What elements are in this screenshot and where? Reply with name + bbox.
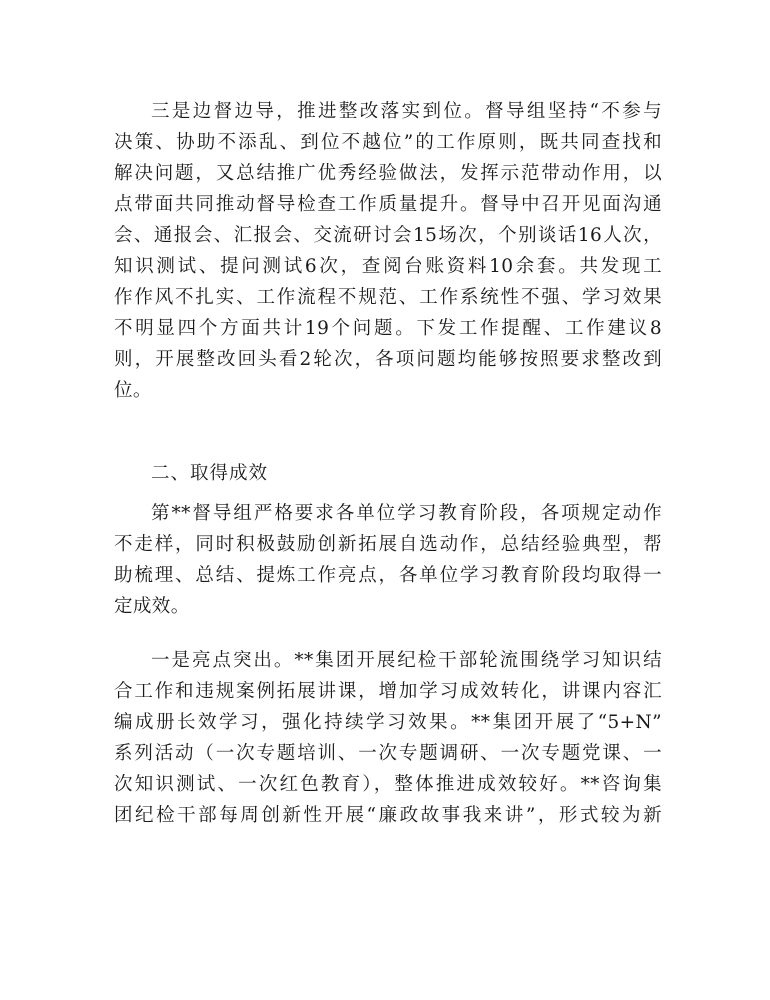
paragraph-achievements-intro bbox=[114, 498, 662, 622]
paragraph-line: 解决问题，又总结推广优秀经验做法，发挥示范带动作用，以 bbox=[114, 163, 662, 184]
paragraph-line: 不明显四个方面共计19个问题。下发工作提醒、工作建议8 bbox=[114, 318, 662, 339]
paragraph-line: 决策、协助不添乱、到位不越位”的工作原则，既共同查找和 bbox=[114, 132, 662, 153]
paragraph-line: 次知识测试、一次红色教育），整体推进成效较好。**咨询集 bbox=[114, 774, 662, 795]
paragraph-line: 则，开展整改回头看2轮次，各项问题均能够按照要求整改到 bbox=[114, 349, 662, 370]
paragraph-line: 团纪检干部每周创新性开展“廉政故事我来讲”，形式较为新 bbox=[114, 805, 662, 826]
paragraph-line: 一是亮点突出。**集团开展纪检干部轮流围绕学习知识结 bbox=[151, 650, 662, 671]
section-heading: 二、取得成效 bbox=[151, 463, 269, 484]
paragraph-highlights bbox=[114, 645, 662, 831]
paragraph-line: 第**督导组严格要求各单位学习教育阶段，各项规定动作 bbox=[151, 503, 662, 524]
paragraph-line: 点带面共同推动督导检查工作质量提升。督导中召开见面沟通 bbox=[114, 194, 662, 215]
paragraph-line: 知识测试、提问测试6次，查阅台账资料10余套。共发现工 bbox=[114, 256, 662, 277]
paragraph-line: 定成效。 bbox=[114, 596, 190, 617]
paragraph-supervision-guidance bbox=[114, 96, 662, 406]
paragraph-line: 编成册长效学习，强化持续学习效果。**集团开展了“5+N” bbox=[114, 712, 662, 733]
paragraph-line: 位。 bbox=[114, 380, 152, 401]
paragraph-line: 会、通报会、汇报会、交流研讨会15场次，个别谈话16人次， bbox=[114, 225, 662, 246]
paragraph-line: 助梳理、总结、提炼工作亮点，各单位学习教育阶段均取得一 bbox=[114, 565, 662, 586]
paragraph-line: 不走样，同时积极鼓励创新拓展自选动作，总结经验典型，帮 bbox=[114, 534, 662, 555]
paragraph-line: 系列活动（一次专题培训、一次专题调研、一次专题党课、一 bbox=[114, 743, 662, 764]
paragraph-line: 作作风不扎实、工作流程不规范、工作系统性不强、学习效果 bbox=[114, 287, 662, 308]
paragraph-line: 合工作和违规案例拓展讲课，增加学习成效转化，讲课内容汇 bbox=[114, 681, 662, 702]
paragraph-line: 三是边督边导，推进整改落实到位。督导组坚持“不参与 bbox=[151, 101, 662, 122]
